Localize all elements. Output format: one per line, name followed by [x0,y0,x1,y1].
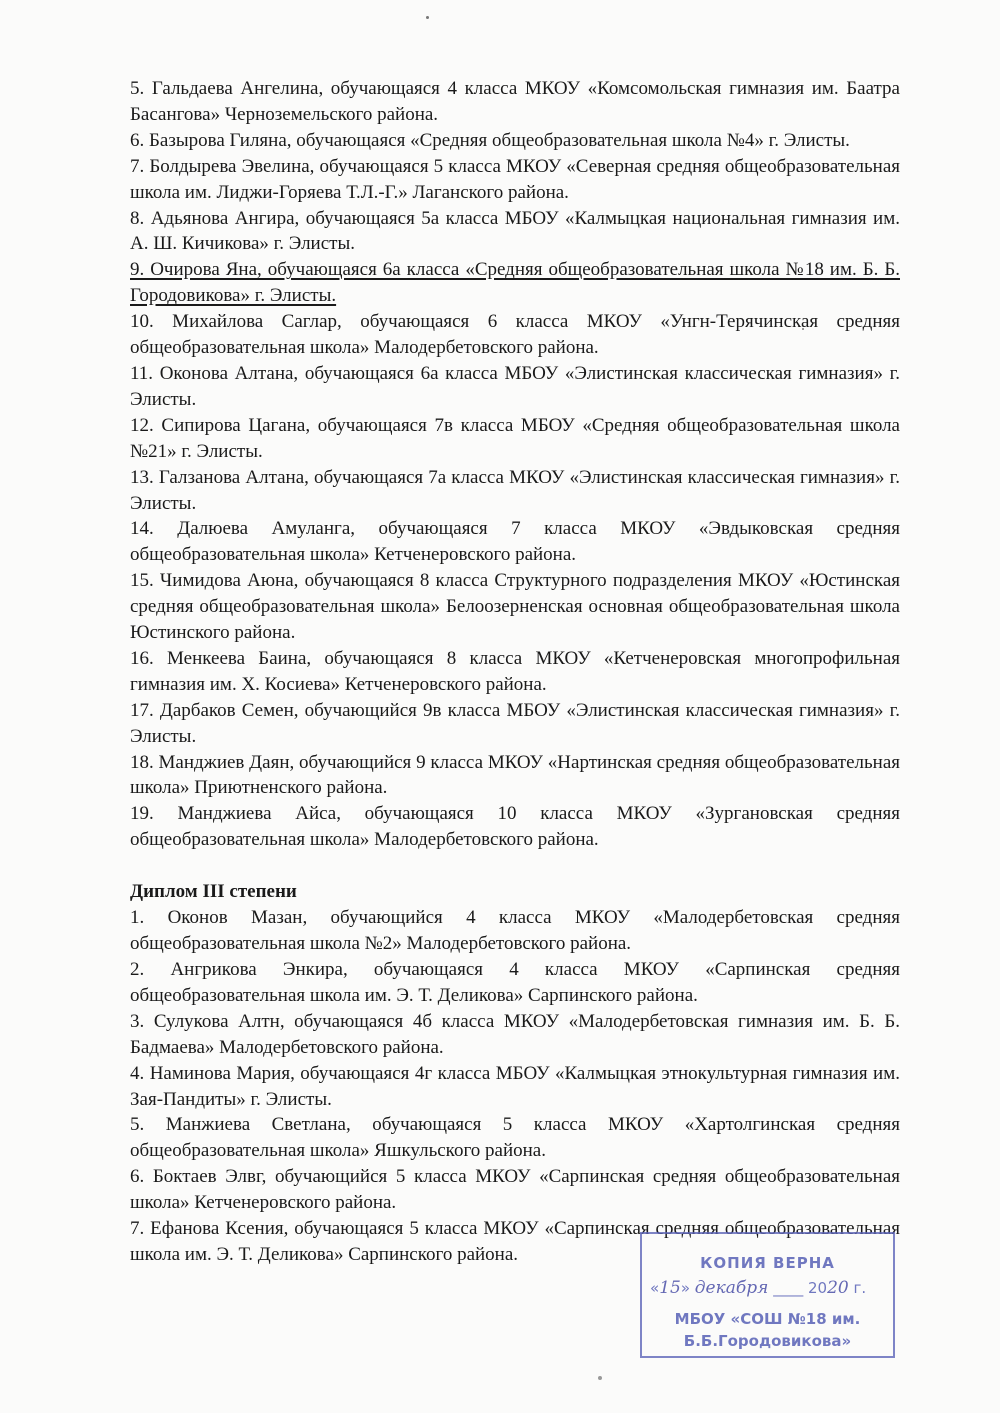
list-item: 5. Манжиева Светлана, обучающаяся 5 класса МКОУ «Хартолгинская средняя общеобразовательная школа» Яшкульского района. [130,1114,900,1162]
list-item: 18. Манджиев Даян, обучающийся 9 класса МКОУ «Нартинская средняя общеобразовательная школа» Приютненского района. [130,751,900,799]
copy-certified-stamp [640,1232,895,1358]
list-item: 8. Адьянова Ангира, обучающаяся 5а класса МБОУ «Калмыцкая национальная гимназия им. А. Ш. Кичикова» г. Элисты. [130,207,900,255]
stamp-year-prefix: 20 [807,1279,828,1297]
speck [426,16,429,19]
list-item: 5. Гальдаева Ангелина, обучающаяся 4 класса МКОУ «Комсомольская гимназия им. Баатра Басангова» Черноземельского района. [130,78,900,125]
list-item: 16. Менкеева Баина, обучающаяся 8 класса МКОУ «Кетченеровская многопрофильная гимназия им. Х. Косиева» Кетченеровского района. [130,647,900,695]
list-item: 4. Наминова Мария, обучающаяся 4г класса МБОУ «Калмыцкая этнокультурная гимназия им. Зая-Пандиты» г. Элисты. [130,1062,900,1110]
diploma-iii-list [130,905,900,1268]
stamp-year-suffix: 20 [827,1278,849,1298]
section-gap [130,853,900,879]
list-item: 12. Сипирова Цагана, обучающаяся 7в класса МБОУ «Средняя общеобразовательная школа №21» г. Элисты. [130,414,900,462]
stamp-date-month: декабря [694,1278,769,1298]
list-item: 13. Галзанова Алтана, обучающаяся 7а класса МКОУ «Элистинская классическая гимназия» г. Элисты. [130,466,900,514]
list-item: 19. Манджиева Айса, обучающаяся 10 класса МКОУ «Зургановская средняя общеобразовательная школа» Малодербетовского района. [130,803,900,851]
list-item: 2. Ангрикова Энкира, обучающаяся 4 класса МКОУ «Сарпинская средняя общеобразовательная школа им. Э. Т. Деликова» Сарпинского района. [130,959,900,1006]
list-item: 14. Далюева Амуланга, обучающаяся 7 класса МКОУ «Эвдыковская средняя общеобразовательная школа» Кетченеровского района. [130,518,900,566]
list-item: 11. Оконова Алтана, обучающаяся 6а класса МБОУ «Элистинская классическая гимназия» г. Элисты. [130,362,900,410]
list-item-highlighted: 9. Очирова Яна, обучающаяся 6а класса «Средняя общеобразовательная школа №18 им. Б. Б. Городовикова» г. Элисты. [130,259,900,307]
list-item: 6. Боктаев Элвг, обучающийся 5 класса МКОУ «Сарпинская средняя общеобразовательная школа» Кетченеровского района. [130,1166,900,1214]
stamp-date-line: «15» декабря ____ 2020 г. [650,1278,867,1298]
list-item: 6. Базырова Гиляна, обучающаяся «Средняя общеобразовательная школа №4» г. Элисты. [130,129,850,151]
stamp-title: КОПИЯ ВЕРНА [700,1254,835,1272]
stamp-year-unit: г. [853,1279,867,1297]
list-item: 7. Ефанова Ксения, обучающаяся 5 класса МКОУ «Сарпинская средняя общеобразовательная школа им. Э. Т. Деликова» Сарпинского района. [130,1218,900,1265]
diploma-ii-list-continued [130,76,900,853]
list-item: 3. Сулукова Алтн, обучающаяся 4б класса МКОУ «Малодербетовская гимназия им. Б. Б. Бадмаева» Малодербетовского района. [130,1010,900,1058]
list-item: 7. Болдырева Эвелина, обучающаяся 5 класса МКОУ «Северная средняя общеобразовательная школа им. Лиджи-Горяева Т.Л.-Г.» Лаганского района. [130,155,900,203]
stamp-school-line: МБОУ «СОШ №18 им. [674,1310,861,1328]
stamp-date-day: 15 [659,1278,681,1298]
speck [598,1376,602,1380]
document-body [130,76,900,1268]
section-heading: Диплом III степени [130,881,297,903]
list-item: 1. Оконов Мазан, обучающийся 4 класса МКОУ «Малодербетовская средняя общеобразовательная школа №2» Малодербетовского района. [130,907,900,955]
list-item: 17. Дарбаков Семен, обучающийся 9в класса МБОУ «Элистинская классическая гимназия» г. Элисты. [130,699,900,747]
list-item: 15. Чимидова Аюна, обучающаяся 8 класса Структурного подразделения МКОУ «Юстинская средняя общеобразовательная школа» Белоозерненская основная общеобразовательная школа Юстинского района. [130,570,900,644]
stamp-school-name: Б.Б.Городовикова» [683,1332,852,1350]
list-item: 10. Михайлова Саглар, обучающаяся 6 класса МКОУ «Унгн-Терячинская средняя общеобразовательная школа» Малодербетовского района. [130,311,900,359]
